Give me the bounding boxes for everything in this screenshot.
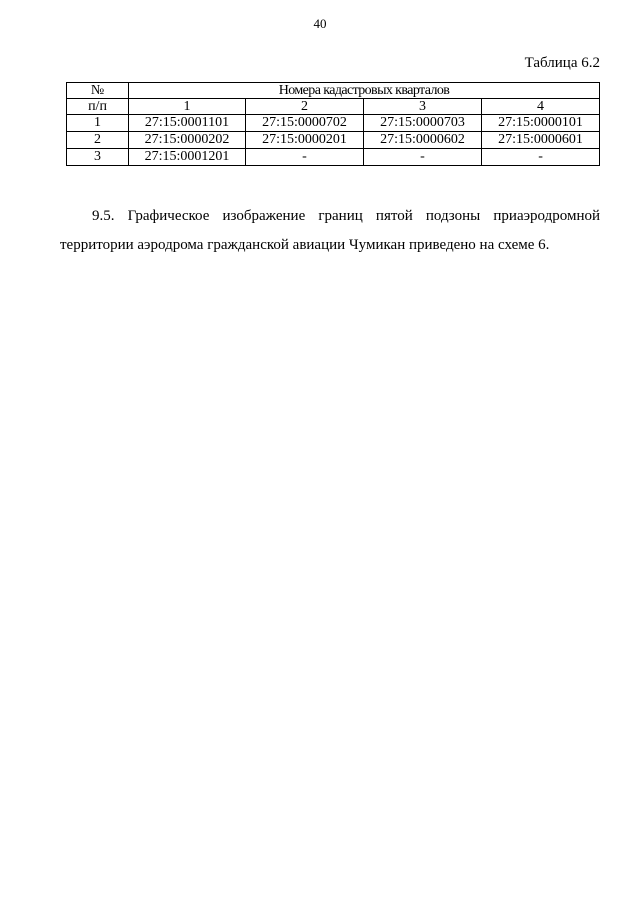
table-cell: 27:15:0000602 <box>364 132 482 149</box>
page-number: 40 <box>313 16 327 31</box>
table-header-row <box>67 83 600 99</box>
cadastral-table <box>66 82 600 166</box>
table-subheader-row <box>67 99 600 115</box>
row-number: 2 <box>67 132 129 149</box>
table-row <box>67 132 600 149</box>
table-cell: 27:15:0000702 <box>246 115 364 132</box>
number-column-header-top: № <box>67 83 129 99</box>
column-header: 2 <box>246 99 364 115</box>
column-header: 3 <box>364 99 482 115</box>
table-cell: 27:15:0000101 <box>482 115 600 132</box>
column-header: 4 <box>482 99 600 115</box>
row-number: 1 <box>67 115 129 132</box>
table-cell: 27:15:0001101 <box>129 115 246 132</box>
table-cell: 27:15:0000201 <box>246 132 364 149</box>
table-cell: 27:15:0000601 <box>482 132 600 149</box>
row-number: 3 <box>67 149 129 166</box>
table-row <box>67 149 600 166</box>
table-cell: - <box>364 149 482 166</box>
table-row <box>67 115 600 132</box>
column-header: 1 <box>129 99 246 115</box>
section-paragraph: 9.5. Графическое изображение границ пятой подзоны приаэродромной территории аэродрома гражданской авиации Чумикан приведено на схеме 6. <box>60 208 600 253</box>
cadastral-numbers-header: Номера кадастровых кварталов <box>129 83 600 99</box>
table-cell: - <box>246 149 364 166</box>
table-cell: 27:15:0000202 <box>129 132 246 149</box>
table-caption: Таблица 6.2 <box>524 55 600 71</box>
table-cell: - <box>482 149 600 166</box>
table-cell: 27:15:0001201 <box>129 149 246 166</box>
table-cell: 27:15:0000703 <box>364 115 482 132</box>
number-column-header-bottom: п/п <box>67 99 129 115</box>
